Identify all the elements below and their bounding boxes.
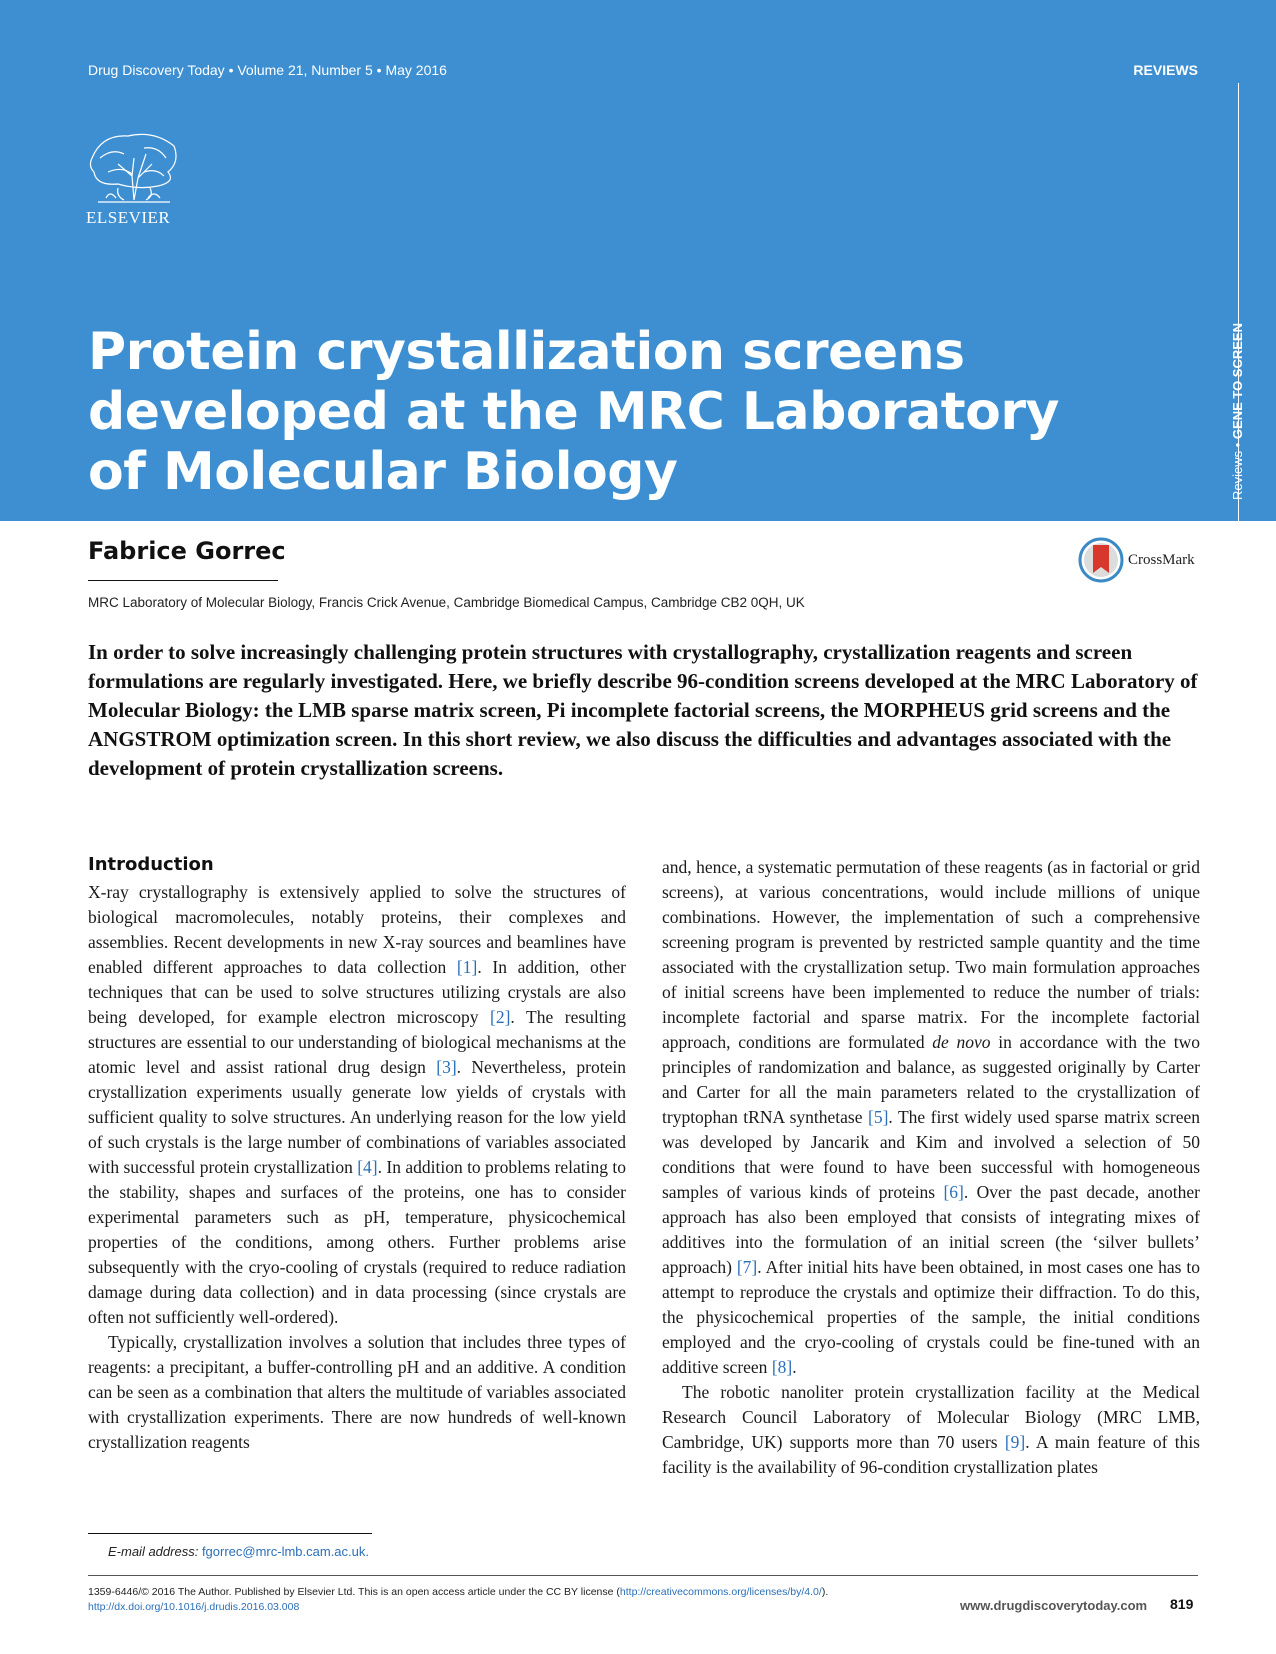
abstract: In order to solve increasingly challenging protein structures with crystallography, crystallization reagents and screen formulations are regularly investigated. Here, we briefly describe 96-condition screens developed at the MRC Laboratory of Molecular Biology: the LMB sparse matrix screen, Pi incomplete factorial screens, the MORPHEUS grid screens and the ANGSTROM optimization screen. In this short review, we also discuss the difficulties and advantages associated with the development of protein crystallization screens. [88, 640, 1198, 780]
author-affiliation: MRC Laboratory of Molecular Biology, Francis Crick Avenue, Cambridge Biomedical Campus, Cambridge CB2 0QH, UK [88, 595, 805, 610]
footer-divider [88, 1575, 1198, 1576]
author-divider [88, 580, 278, 581]
article-title: Protein crystallization screens developed at the MRC Laboratory of Molecular Biology [88, 322, 1059, 502]
body-paragraph: Typically, crystallization involves a solution that includes three types of reagents: a precipitant, a buffer-controlling pH and an additive. A condition can be seen as a combination that alters the multitude of variables associated with crystallization experiments. There are now hundreds of well-known crystallization reagents [88, 1332, 626, 1452]
side-section-label [1230, 323, 1245, 500]
license-notice: 1359-6446/© 2016 The Author. Published by Elsevier Ltd. This is an open access article under the CC BY license (http://creativecommons.org/licenses/by/4.0/). http://dx.doi.org/10.1016/j.drudis.2016.03.008 [88, 1586, 829, 1613]
citation-link[interactable]: [5] [868, 1107, 889, 1127]
author-name: Fabrice Gorrec [88, 537, 286, 565]
side-label-main: GENE TO SCREEN [1230, 323, 1245, 440]
section-heading-introduction: Introduction [88, 854, 214, 875]
citation-link[interactable]: [6] [943, 1182, 964, 1202]
journal-website[interactable]: www.drugdiscoverytoday.com [960, 1598, 1148, 1613]
citation-link[interactable]: [9] [1004, 1432, 1026, 1452]
citation-link[interactable]: [7] [736, 1257, 758, 1277]
journal-info: Drug Discovery Today • Volume 21, Number 5 • May 2016 [88, 62, 447, 78]
running-header [88, 62, 1198, 82]
crossmark-icon [1078, 537, 1124, 583]
footnote-email [108, 1544, 369, 1559]
page-number: 819 [1170, 1596, 1194, 1612]
footnote-divider [88, 1533, 372, 1534]
license-link[interactable]: http://creativecommons.org/licenses/by/4.0/ [619, 1586, 822, 1598]
body-paragraph: The robotic nanoliter protein crystallization facility at the Medical Research Council Laboratory of Molecular Biology (MRC LMB, Cambridge, UK) supports more than 70 users [9]. A main feature of this facility is the availability of 96-condition crystallization plates [662, 1382, 1200, 1477]
publisher-logo-text: ELSEVIER [86, 208, 171, 227]
section-label: REVIEWS [1133, 62, 1198, 78]
citation-link[interactable]: [2] [490, 1007, 511, 1027]
body-paragraph: and, hence, a systematic permutation of these reagents (as in factorial or grid screens), at various concentrations, would include millions of unique combinations. However, the implementation of such a comprehensive screening program is prevented by restricted sample quantity and the time associated with the crystallization setup. Two main formulation approaches of initial screens have been implemented to reduce the number of trials: incomplete factorial and sparse matrix. For the incomplete factorial approach, conditions are formulated de novo in accordance with the two principles of randomization and balance, as suggested originally by Carter and Carter for all the main parameters related to the crystallization of tryptophan tRNA synthetase [5]. The first widely used sparse matrix screen was developed by Jancarik and Kim and involved a selection of 50 conditions that were found to have been successful with homogeneous samples of various kinds of proteins [6]. Over the past decade, another approach has also been employed that consists of integrating mixes of additives into the formulation of an initial screen (the ‘silver bullets’ approach) [7]. After initial hits have been obtained, in most cases one has to attempt to reproduce the crystals and optimize their diffraction. To do this, the physicochemical properties of the sample, the initial conditions employed and the cryo-cooling of crystals could be fine-tuned with an additive screen [8]. [662, 857, 1200, 1377]
crossmark-label: CrossMark [1128, 551, 1195, 568]
crossmark-badge[interactable] [1078, 537, 1195, 583]
email-link[interactable]: fgorrec@mrc-lmb.cam.ac.uk. [201, 1544, 369, 1559]
email-label: E-mail address: [108, 1544, 199, 1559]
left-column [88, 852, 626, 1455]
body-paragraph: X-ray crystallography is extensively applied to solve the structures of biological macromolecules, notably proteins, their complexes and assemblies. Recent developments in new X-ray sources and beamlines have enabled different approaches to data collection [1]. In addition, other techniques that can be used to solve structures utilizing crystals are also being developed, for example electron microscopy [2]. The resulting structures are essential to our understanding of biological mechanisms at the atomic level and assist rational drug design [3]. Nevertheless, protein crystallization experiments usually generate low yields of crystals with sufficient quality to solve structures. An underlying reason for the low yield of such crystals is the large number of combinations of variables associated with successful protein crystallization [4]. In addition to problems relating to the stability, shapes and surfaces of the proteins, one has to consider experimental parameters such as pH, temperature, physicochemical properties of the conditions, among others. Further problems arise subsequently with the cryo-cooling of crystals (required to reduce radiation damage during data collection) and in data processing (since crystals are often not sufficiently well-ordered). [88, 882, 626, 1327]
citation-link[interactable]: [1] [456, 957, 478, 977]
right-column [662, 855, 1200, 1480]
citation-link[interactable]: [3] [436, 1057, 457, 1077]
citation-link[interactable]: [4] [357, 1157, 378, 1177]
citation-link[interactable]: [8] [771, 1357, 793, 1377]
doi-link[interactable]: http://dx.doi.org/10.1016/j.drudis.2016.03.008 [88, 1601, 300, 1613]
side-label-prefix: Reviews • [1230, 439, 1245, 500]
